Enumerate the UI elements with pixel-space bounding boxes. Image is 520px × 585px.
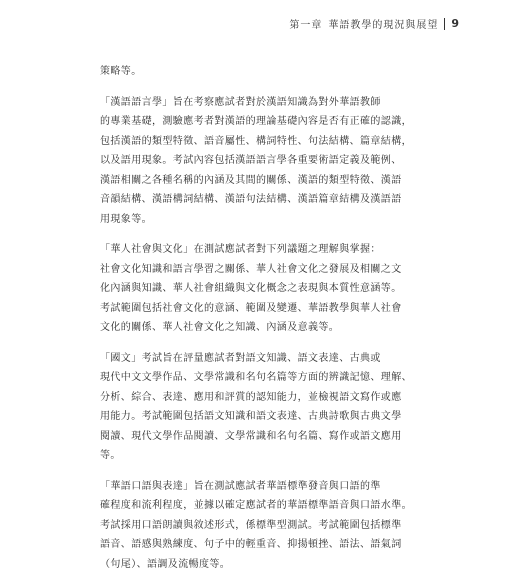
paragraph <box>100 93 412 230</box>
text-line: 語音、語感與熟練度、句子中的輕重音、抑揚頓挫、語法、語氣詞 <box>100 539 402 550</box>
body-text <box>100 62 412 585</box>
page-number: 9 <box>451 17 460 30</box>
paragraph <box>100 62 400 82</box>
text-line: 考試採用口語朗讀與敘述形式，係標準型測試。考試範圍包括標準 <box>100 519 402 531</box>
paragraph <box>100 349 412 466</box>
text-line: 文化的關係、華人社會文化之知識、內涵及意義等。 <box>100 322 340 333</box>
running-header <box>289 16 460 31</box>
text-line: 確程度和流利程度，並據以確定應試者的華語標準語音與口語水準。 <box>100 500 412 511</box>
text-line: 漢語相關之各種名稱的內涵及其間的關係、漢語的類型特徵、漢語 <box>100 174 402 186</box>
chapter-label: 第一章 <box>289 20 323 31</box>
text-line: 「華人社會與文化」在測試應試者對下列議題之理解與掌握： <box>100 244 381 255</box>
text-line: 社會文化知識和語言學習之關係、華人社會文化之發展及相關之文 <box>100 263 402 275</box>
paragraph <box>100 240 400 338</box>
text-line: 閱讀、現代文學作品閱讀、文學常識和名句名篇、寫作或語文應用 <box>100 430 402 442</box>
text-line: 策略等。 <box>100 66 142 77</box>
text-line: 分析、綜合、表達、應用和評賞的認知能力，並檢視語文寫作或應 <box>100 391 402 403</box>
text-line: 的專業基礎，測驗應考者對漢語的理論基礎內容是否有正確的認識， <box>100 116 412 127</box>
text-line: 用現象等。 <box>100 213 152 225</box>
header-divider <box>444 18 445 30</box>
text-line: 化內涵與知識、華人社會組織與文化概念之表現與本質性意涵等。 <box>100 283 402 294</box>
text-line: 音韻結構、漢語構詞結構、漢語句法結構、漢語篇章結構及漢語語 <box>100 194 402 205</box>
text-line: 包括漢語的類型特徵、語音屬性、構詞特性、句法結構、篇章結構， <box>100 135 412 147</box>
text-line: 等。 <box>100 450 121 461</box>
text-line: 以及語用現象。考試內容包括漢語語言學各重要術語定義及範例、 <box>100 155 402 166</box>
text-line: 現代中文文學作品、文學常識和名句名篇等方面的辨識記憶、理解、 <box>100 372 412 383</box>
text-line: 「漢語語言學」旨在考察應試者對於漢語知識為對外華語教師 <box>100 96 381 108</box>
text-line: 考試範圍包括社會文化的意涵、範圍及變遷、華語教學與華人社會 <box>100 302 402 314</box>
text-line: （句尾）、語調及流暢度等。 <box>100 558 231 570</box>
text-line: 「華語口語與表達」旨在測試應試者華語標準發音與口語的準 <box>100 480 381 492</box>
chapter-title: 華語教學的現況與展望 <box>328 20 439 31</box>
text-line: 「國文」考試旨在評量應試者對語文知識、語文表達、古典或 <box>100 352 381 364</box>
text-line: 用能力。考試範圍包括語文知識和語文表達、古典詩歌與古典文學 <box>100 411 402 422</box>
paragraph <box>100 477 412 575</box>
